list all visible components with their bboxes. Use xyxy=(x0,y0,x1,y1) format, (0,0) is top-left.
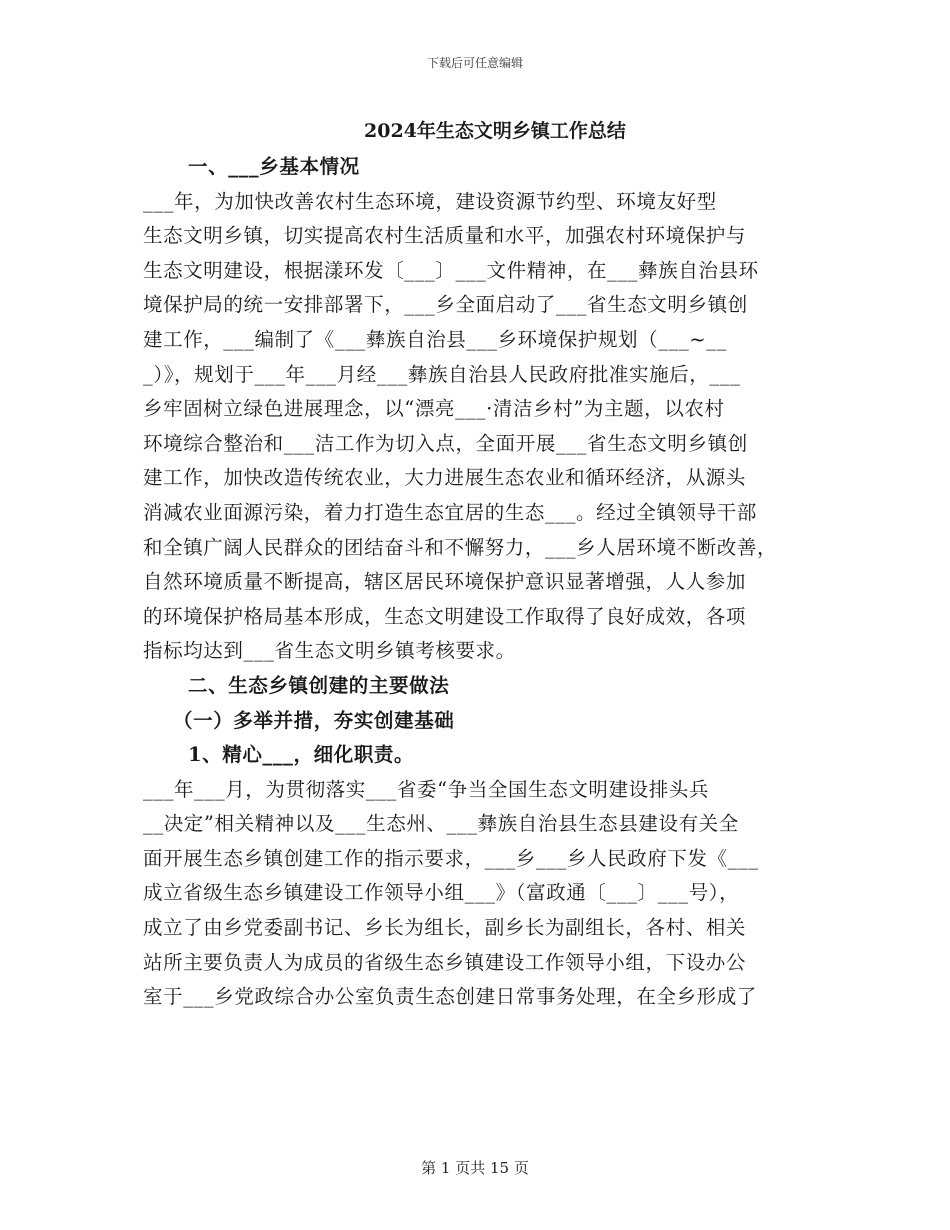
paragraph-line: 指标均达到___省生态文明乡镇考核要求。 xyxy=(143,639,516,663)
paragraph-line: 消减农业面源污染，着力打造生态宜居的生态___。经过全镇领导干部 xyxy=(143,500,757,524)
paragraph-line: 建工作，加快改造传统农业，大力进展生态农业和循环经济，从源头 xyxy=(143,466,747,490)
paragraph-line: 成立省级生态乡镇建设工作领导小组___》（富政通〔___〕___号）， xyxy=(143,881,740,905)
page-footer: 第 1 页共 15 页 xyxy=(421,1159,529,1177)
paragraph-line: 站所主要负责人为成员的省级生态乡镇建设工作领导小组，下设办公 xyxy=(143,950,747,974)
paragraph-line: 的环境保护格局基本形成，生态文明建设工作取得了良好成效，各项 xyxy=(143,604,747,628)
paragraph-line: 和全镇广阔人民群众的团结奋斗和不懈努力，___乡人居环境不断改善， xyxy=(143,535,778,559)
paragraph-line: 乡牢固树立绿色进展理念，以“漂亮___·清洁乡村”为主题，以农村 xyxy=(143,397,725,421)
paragraph-line: ___年，为加快改善农村生态环境，建设资源节约型、环境友好型 xyxy=(143,189,717,213)
paragraph-line: ___年___月，为贯彻落实___省委“争当全国生态文明建设排头兵 xyxy=(143,777,710,801)
item1-paragraph xyxy=(143,773,823,1015)
paragraph-line: 生态文明乡镇，切实提高农村生活质量和水平，加强农村环境保护与 xyxy=(143,224,747,248)
document-title: 2024年生态文明乡镇工作总结 xyxy=(364,120,626,142)
paragraph-line: 自然环境质量不断提高，辖区居民环境保护意识显著增强，人人参加 xyxy=(143,570,747,594)
paragraph-line: 建工作，___编制了《___彝族自治县___乡环境保护规划（___~__ xyxy=(143,327,727,351)
paragraph-line: __决定”相关精神以及___生态州、___彝族自治县生态县建设有关全 xyxy=(143,812,739,836)
header-note: 下载后可任意编辑 xyxy=(426,56,523,70)
subsection1-heading: （一）多举并措，夯实创建基础 xyxy=(173,708,455,732)
paragraph-line: 境保护局的统一安排部署下，___乡全面启动了___省生态文明乡镇创 xyxy=(143,293,748,317)
section1-heading: 一、___乡基本情况 xyxy=(188,155,360,178)
paragraph-line: 面开展生态乡镇创建工作的指示要求，___乡___乡人民政府下发《___ xyxy=(143,846,759,870)
section2-heading: 二、生态乡镇创建的主要做法 xyxy=(188,673,450,697)
paragraph-line: 室于___乡党政综合办公室负责生态创建日常事务处理，在全乡形成了 xyxy=(143,985,757,1009)
paragraph-line: 环境综合整治和___洁工作为切入点，全面开展___省生态文明乡镇创 xyxy=(143,431,748,455)
document-body xyxy=(143,150,823,1015)
item1-heading: 1、精心___，细化职责。 xyxy=(188,743,415,767)
paragraph-line: 生态文明建设，根据漾环发〔___〕___文件精神，在___彝族自治县环 xyxy=(143,258,759,282)
paragraph-line: 成立了由乡党委副书记、乡长为组长，副乡长为副组长，各村、相关 xyxy=(143,916,747,940)
section1-paragraph xyxy=(143,185,823,669)
paragraph-line: _）》，规划于___年___月经___彝族自治县人民政府批准实施后，___ xyxy=(143,362,741,386)
